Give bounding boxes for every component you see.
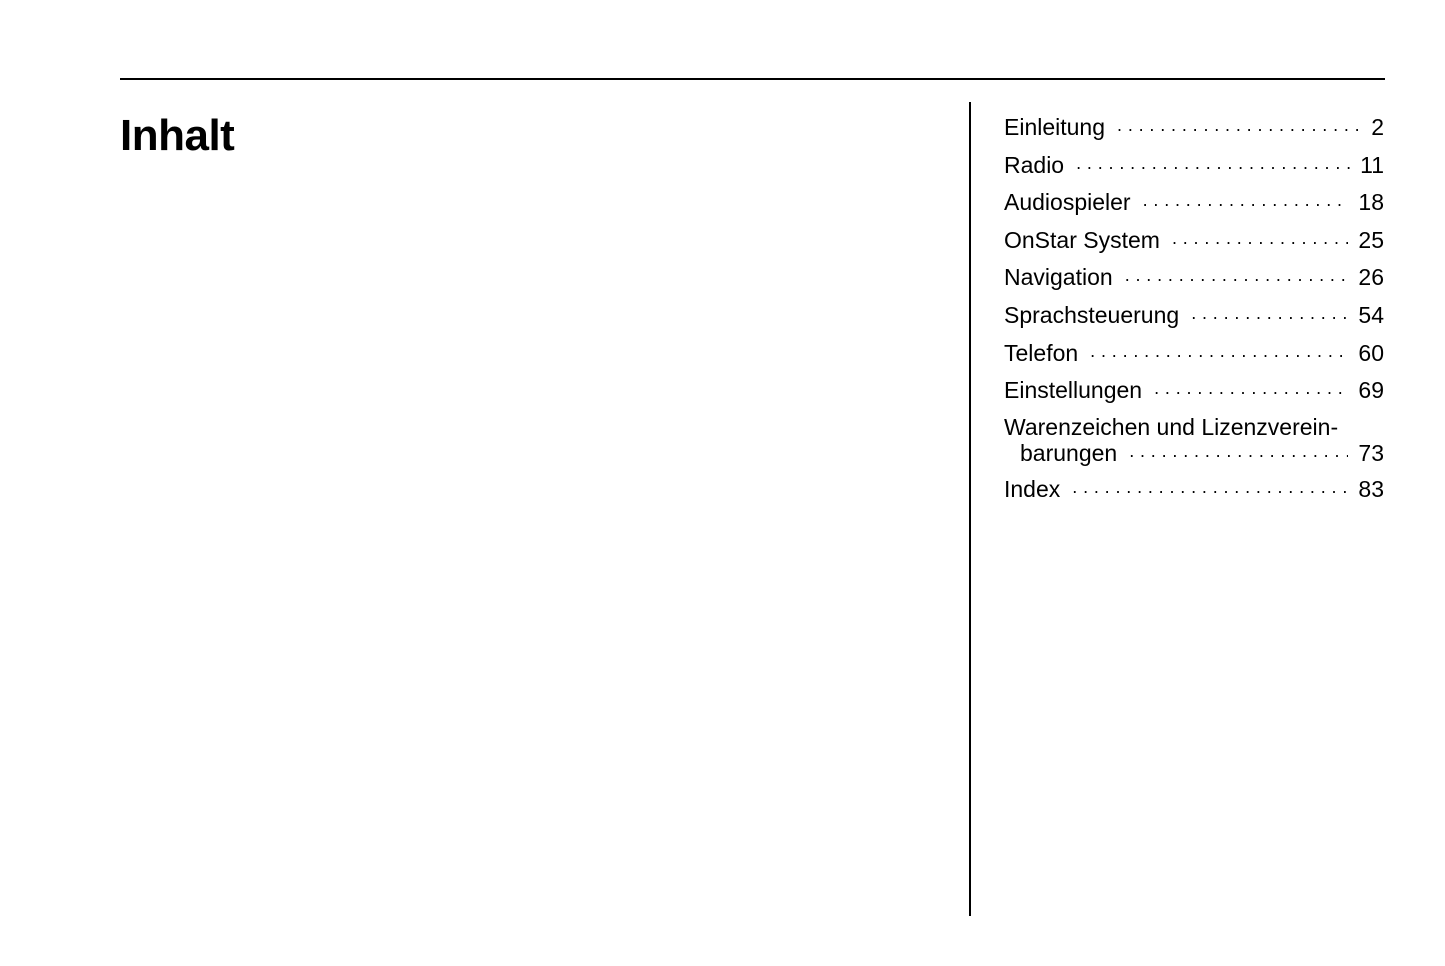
toc-entry-page: 69 [1358, 377, 1384, 404]
toc-entry-index[interactable] [1004, 475, 1384, 503]
toc-entry-page: 11 [1360, 151, 1384, 178]
toc-entry-page: 2 [1371, 114, 1384, 140]
column-divider [969, 102, 971, 916]
toc-entry-page: 83 [1358, 476, 1384, 503]
toc-entry-warenzeichen[interactable] [1004, 414, 1384, 466]
dot-leader [1129, 441, 1348, 461]
toc-entry-label: Index [1004, 476, 1061, 503]
toc-entry-page: 54 [1358, 301, 1384, 328]
table-of-contents [1004, 113, 1384, 513]
dot-leader [1154, 378, 1348, 398]
toc-entry-continuation [1004, 440, 1384, 466]
toc-entry-label-line2: barungen [1020, 439, 1118, 466]
dot-leader [1191, 303, 1348, 323]
top-rule [120, 78, 1385, 80]
toc-entry-page: 25 [1358, 226, 1384, 253]
toc-entry-page: 18 [1358, 189, 1384, 216]
dot-leader [1125, 265, 1349, 285]
toc-entry-label: Navigation [1004, 264, 1113, 291]
toc-entry-einleitung[interactable] [1004, 113, 1384, 141]
toc-entry-label: Radio [1004, 151, 1065, 178]
toc-entry-label: OnStar System [1004, 226, 1160, 253]
toc-entry-label: Sprachsteuerung [1004, 301, 1180, 328]
toc-entry-page: 26 [1358, 264, 1384, 291]
toc-entry-onstar-system[interactable] [1004, 226, 1384, 254]
toc-entry-label-line1: Warenzeichen und Lizenzverein- [1004, 413, 1339, 440]
toc-entry-page: 73 [1358, 439, 1384, 466]
toc-entry-sprachsteuerung[interactable] [1004, 301, 1384, 329]
toc-entry-telefon[interactable] [1004, 339, 1384, 367]
toc-entry-label: Einstellungen [1004, 377, 1143, 404]
page-title: Inhalt [120, 111, 235, 160]
toc-entry-label: Audiospieler [1004, 189, 1131, 216]
dot-leader [1172, 228, 1348, 248]
toc-entry-label: Einleitung [1004, 114, 1106, 140]
dot-leader [1090, 341, 1348, 361]
toc-entry-navigation[interactable] [1004, 263, 1384, 291]
toc-entry-radio[interactable] [1004, 151, 1384, 179]
toc-entry-page: 60 [1358, 339, 1384, 366]
dot-leader [1076, 153, 1350, 173]
toc-entry-einstellungen[interactable] [1004, 376, 1384, 404]
dot-leader [1143, 190, 1349, 210]
toc-entry-audiospieler[interactable] [1004, 188, 1384, 216]
dot-leader [1072, 477, 1348, 497]
dot-leader [1117, 115, 1361, 135]
toc-entry-label: Telefon [1004, 339, 1079, 366]
